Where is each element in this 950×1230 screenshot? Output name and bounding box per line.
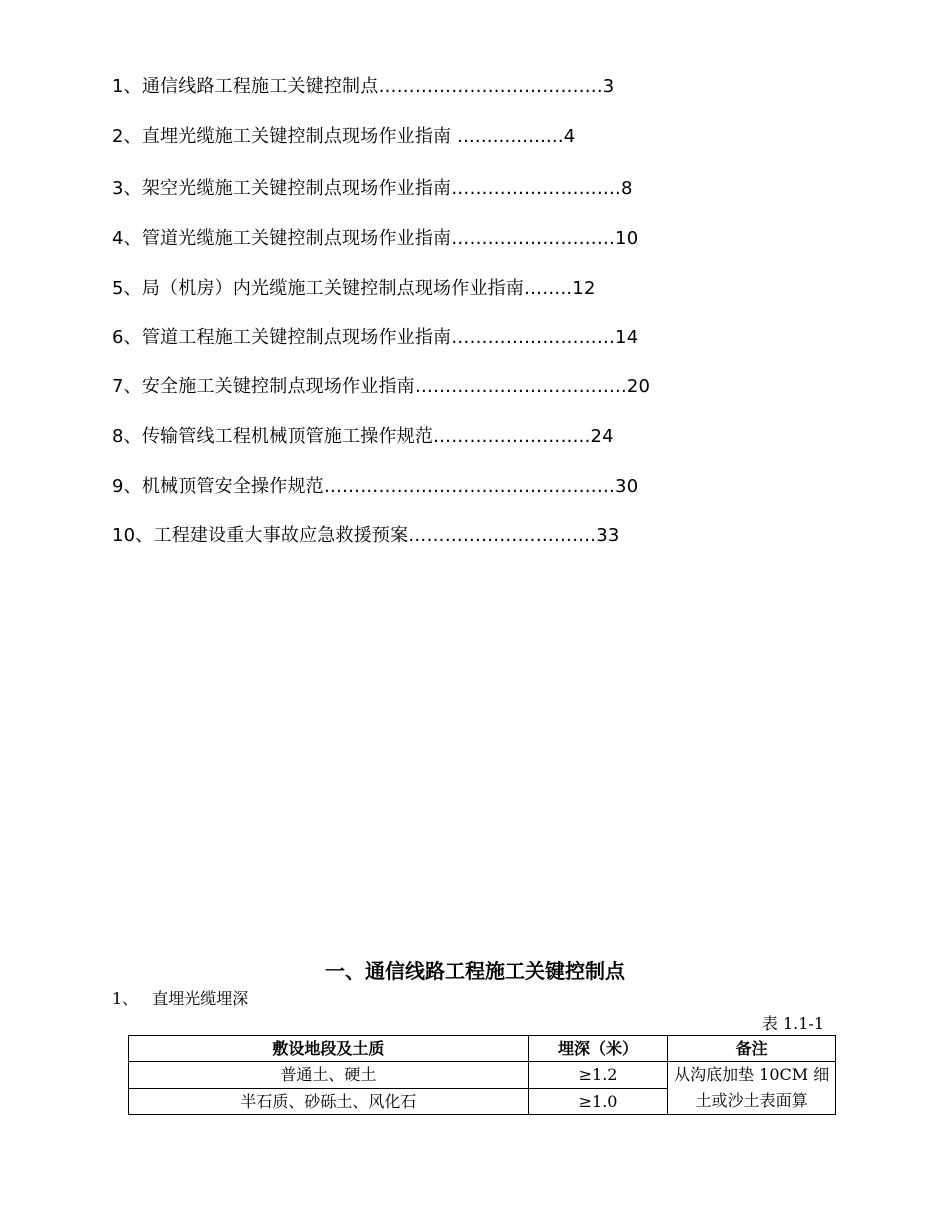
toc-item[interactable]: 9、机械顶管安全操作规范…………………………………………30 bbox=[112, 476, 639, 497]
cell-soil-type: 半石质、砂砾土、风化石 bbox=[129, 1088, 529, 1115]
subheading bbox=[112, 988, 248, 1010]
toc-item[interactable]: 4、管道光缆施工关键控制点现场作业指南………………………10 bbox=[112, 228, 639, 249]
toc-item[interactable]: 7、安全施工关键控制点现场作业指南……………………………..20 bbox=[112, 376, 651, 397]
subheading-number: 1、 bbox=[112, 989, 139, 1008]
toc-item[interactable]: 10、工程建设重大事故应急救援预案………………………….33 bbox=[112, 525, 620, 546]
toc-item[interactable]: 3、架空光缆施工关键控制点现场作业指南……………………….8 bbox=[112, 178, 633, 199]
toc-item[interactable]: 8、传输管线工程机械顶管施工操作规范……………………..24 bbox=[112, 426, 614, 447]
header-depth: 埋深（米） bbox=[528, 1036, 668, 1062]
cell-depth: ≥1.0 bbox=[528, 1088, 668, 1115]
toc-item[interactable]: 1、通信线路工程施工关键控制点……………………………….3 bbox=[112, 76, 615, 97]
toc-item[interactable]: 5、局（机房）内光缆施工关键控制点现场作业指南……..12 bbox=[112, 278, 596, 299]
cell-note: 从沟底加垫 10CM 细土或沙土表面算 bbox=[668, 1062, 836, 1115]
toc-item[interactable]: 2、直埋光缆施工关键控制点现场作业指南 ..................4 bbox=[112, 126, 576, 147]
burial-depth-table bbox=[128, 1035, 836, 1115]
table-header-row bbox=[129, 1036, 836, 1062]
toc-item[interactable]: 6、管道工程施工关键控制点现场作业指南………………………14 bbox=[112, 327, 639, 348]
cell-depth: ≥1.2 bbox=[528, 1062, 668, 1089]
header-soil-type: 敷设地段及土质 bbox=[129, 1036, 529, 1062]
header-note: 备注 bbox=[668, 1036, 836, 1062]
table-caption: 表 1.1-1 bbox=[761, 1014, 824, 1033]
subheading-text: 直埋光缆埋深 bbox=[152, 989, 249, 1008]
cell-soil-type: 普通土、硬土 bbox=[129, 1062, 529, 1089]
section-title: 一、通信线路工程施工关键控制点 bbox=[325, 959, 625, 983]
table-row bbox=[129, 1062, 836, 1089]
